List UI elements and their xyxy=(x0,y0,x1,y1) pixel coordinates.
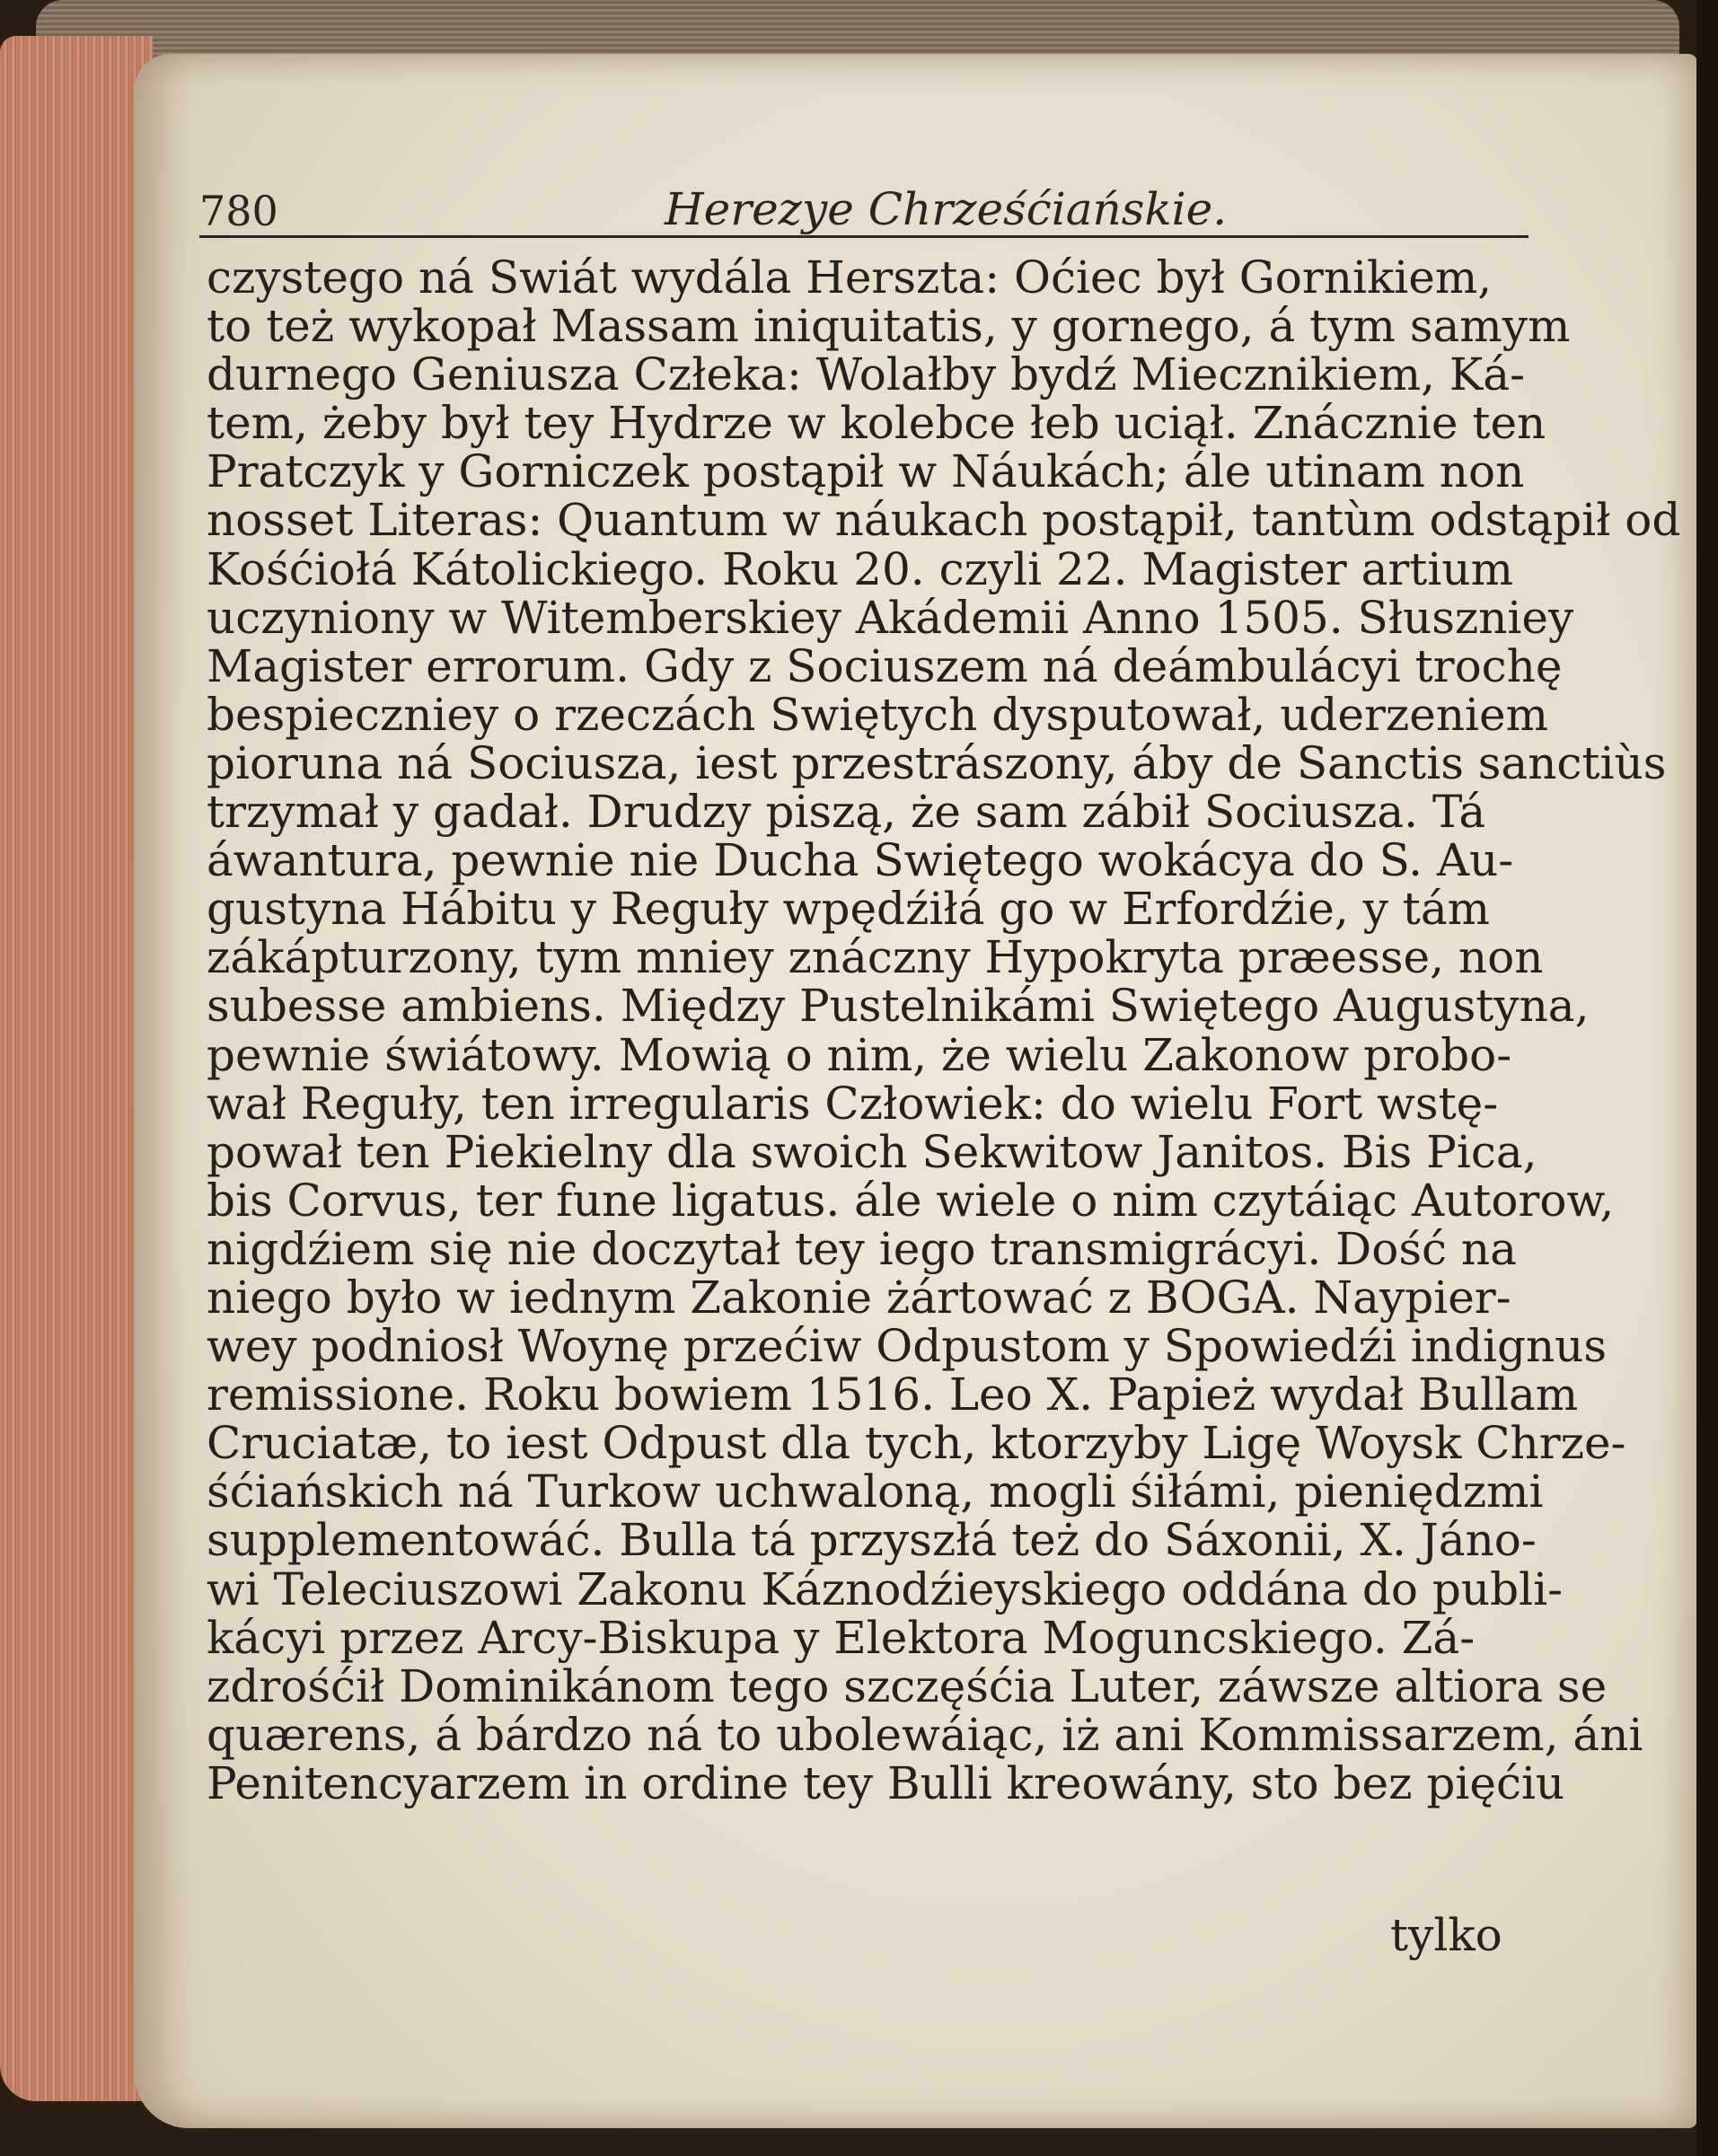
text-line: pewnie świátowy. Mowią o nim, że wielu Zakonow probo- xyxy=(207,1028,1512,1081)
text-line: wał Reguły, ten irregularis Człowiek: do wielu Fort wstę- xyxy=(207,1077,1499,1130)
text-line: Penitencyarzem in ordine tey Bulli kreowány, sto bez pięćiu xyxy=(207,1756,1565,1809)
text-line: zákápturzony, tym mniey znáczny Hypokryta præesse, non xyxy=(207,931,1544,984)
text-line: nosset Literas: Quantum w náukach postąpił, tantùm odstąpił od xyxy=(207,494,1681,547)
text-line: nigdźiem się nie doczytał tey iego transmigrácyi. Dość na xyxy=(207,1222,1517,1275)
text-line: pował ten Piekielny dla swoich Sekwitow Janitos. Bis Pica, xyxy=(207,1125,1537,1178)
text-line: to też wykopał Massam iniquitatis, y gornego, á tym samym xyxy=(207,300,1571,353)
text-line: Pratczyk y Gorniczek postąpił w Náukách; ále utinam non xyxy=(207,445,1525,498)
scan-border xyxy=(1696,0,1718,2156)
text-line: Cruciatæ, to iest Odpust dla tych, ktorzyby Ligę Woysk Chrze- xyxy=(207,1417,1626,1470)
page-number: 780 xyxy=(199,187,278,235)
text-line: pioruna ná Sociusza, iest przestrászony, áby de Sanctis sanctiùs xyxy=(207,736,1667,789)
text-line: wi Teleciuszowi Zakonu Káznodźieyskiego oddána do publi- xyxy=(207,1562,1564,1615)
running-title: Herezye Chrześćiańskie. xyxy=(665,183,1228,235)
text-line: kácyi przez Arcy-Biskupa y Elektora Moguncskiego. Zá- xyxy=(207,1611,1476,1664)
text-line: remissione. Roku bowiem 1516. Leo X. Papież wydał Bullam xyxy=(207,1368,1579,1421)
text-line: tem, żeby był tey Hydrze w kolebce łeb uciął. Znácznie ten xyxy=(207,397,1546,450)
text-line: supplementowáć. Bulla tá przyszłá też do Sáxonii, X. Jáno- xyxy=(207,1514,1537,1567)
text-line: śćiańskich ná Turkow uchwaloną, mogli śiłámi, pieniędzmi xyxy=(207,1465,1544,1518)
page-header xyxy=(199,180,1529,242)
text-line: bis Corvus, ter fune ligatus. ále wiele o nim czytáiąc Autorow, xyxy=(207,1174,1615,1227)
text-line: durnego Geniusza Człeka: Wolałby bydź Miecznikiem, Ká- xyxy=(207,348,1525,401)
text-line: áwantura, pewnie nie Ducha Swiętego wokácya do S. Au- xyxy=(207,834,1514,887)
text-line: Kośćiołá Kátolickiego. Roku 20. czyli 22. Magister artium xyxy=(207,542,1514,595)
catchword: tylko xyxy=(1390,1909,1502,1961)
text-line: czystego ná Swiát wydála Herszta: Oćiec był Gornikiem, xyxy=(207,251,1493,304)
text-line: niego było w iednym Zakonie żártować z BOGA. Naypier- xyxy=(207,1271,1511,1324)
text-line: quærens, á bárdzo ná to ubolewáiąc, iż ani Kommissarzem, áni xyxy=(207,1708,1643,1761)
text-line: trzymał y gadał. Drudzy piszą, że sam zábił Sociusza. Tá xyxy=(207,786,1486,839)
text-line: Magister errorum. Gdy z Sociuszem ná deámbulácyi trochę xyxy=(207,639,1563,692)
text-line: zdrośćił Dominikánom tego szczęśćia Luter, záwsze altiora se xyxy=(207,1659,1608,1712)
body-text xyxy=(207,251,1681,1809)
text-line: gustyna Hábitu y Reguły wpędźiłá go w Erfordźie, y tám xyxy=(207,883,1491,936)
book-page-edges xyxy=(0,36,153,2101)
header-rule xyxy=(199,235,1529,238)
text-line: uczyniony w Witemberskiey Akádemii Anno 1505. Słuszniey xyxy=(207,591,1574,644)
text-line: subesse ambiens. Między Pustelnikámi Swiętego Augustyna, xyxy=(207,980,1590,1033)
text-line: bespieczniey o rzeczách Swiętych dysputował, uderzeniem xyxy=(207,688,1549,741)
text-line: wey podniosł Woynę przećiw Odpustom y Spowiedźi indignus xyxy=(207,1320,1608,1373)
